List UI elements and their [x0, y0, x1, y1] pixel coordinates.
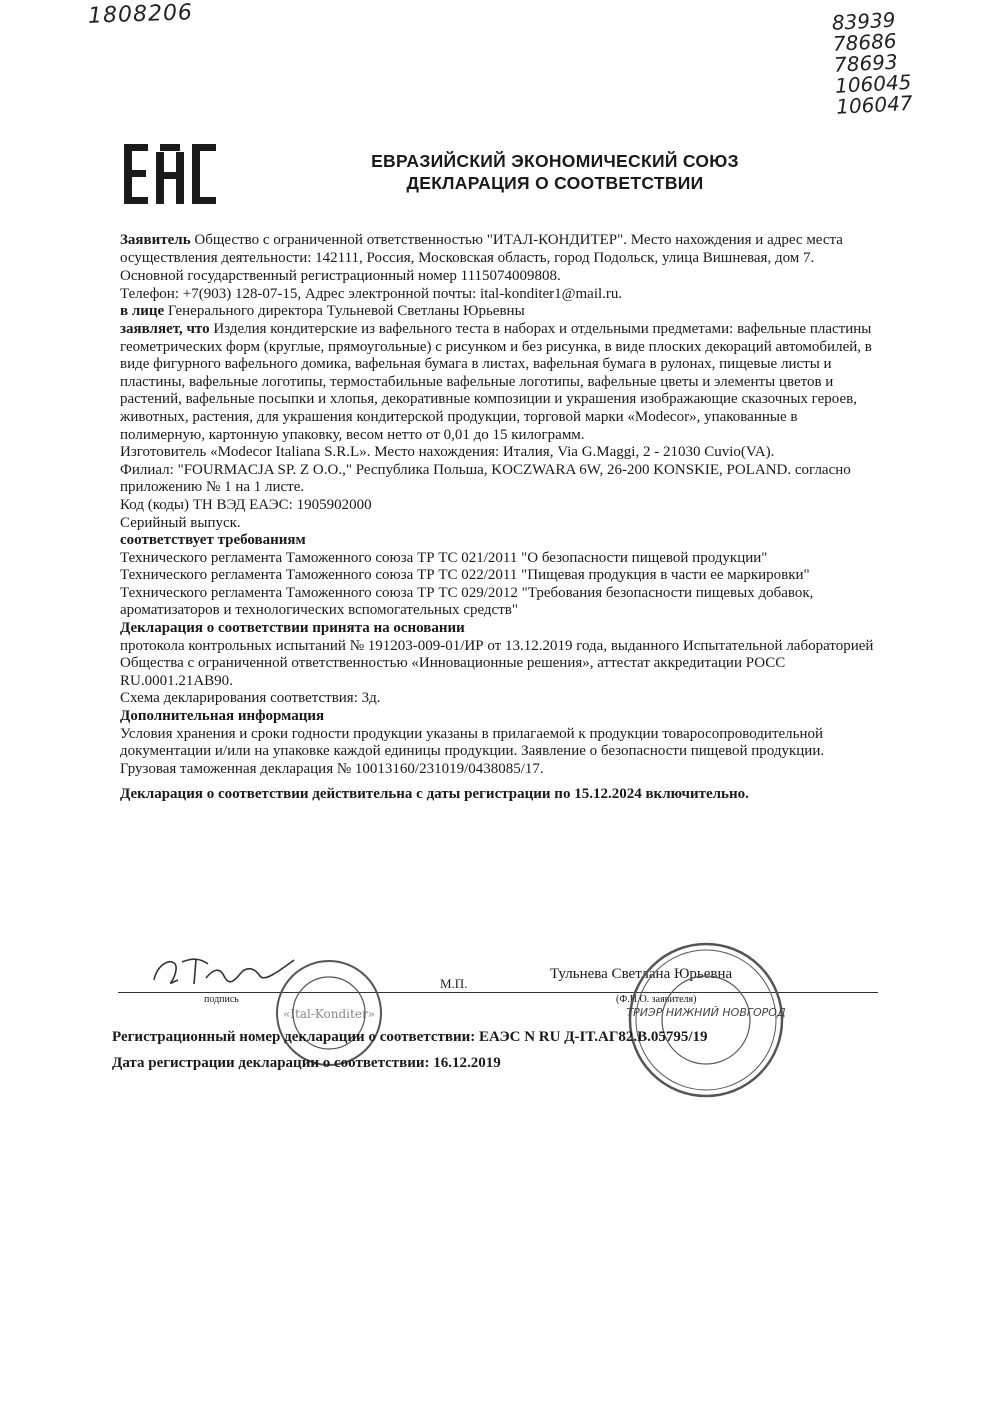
- branch-line: Филиал: "FOURMACJA SP. Z O.O.," Республика Польша, KOCZWARA 6W, 26-200 KONSKIE, POLAND. согласно приложению № 1 на 1 листе.: [120, 461, 851, 496]
- manufacturer-line: Изготовитель «Modecor Italiana S.R.L». Место нахождения: Италия, Via G.Maggi, 2 - 21030 Cuvio(VA).: [120, 444, 775, 461]
- requirements-heading: соответствует требованиям: [120, 532, 306, 549]
- handwritten-number: 83939: [831, 7, 897, 35]
- contacts-line: Телефон: +7(903) 128-07-15, Адрес электронной почты: ital-konditer1@mail.ru.: [120, 285, 623, 302]
- handwritten-number: 78686: [832, 28, 898, 56]
- applicant-paragraph: [120, 232, 880, 267]
- seal-place-label: М.П.: [440, 976, 468, 991]
- product-description: Изделия кондитерские из вафельного теста в наборах и отдельными предметами: вафельные пластины геометрических форм (круглые, прямоугольные) с рисунком и без рисунка, в виде плоских декораций автомобилей, в виде фигурного вафельного домика, вафельная бумага в листах, вафельная бумага в рулонах, пищевые листы и пластины, вафельные логотипы, термостабильные вафельные логотипы, вафельные цветы и элементы цветов и растений, вафельные посыпки и хлопья, декоративные композиции и украшения изображающие сказочных героев, животных, растения, для украшения кондитерской продукции, торговой марки «Modecor», упакованные в полимерную, картонную упаковку, весом нетто от 0,01 до 15 килограмм.: [120, 320, 872, 443]
- signature-caption: подпись: [204, 994, 239, 1005]
- requirement-item: Технического регламента Таможенного союза ТР ТС 029/2012 "Требования безопасности пищевых добавок, ароматизаторов и технологических вспомогательных средств": [120, 584, 814, 619]
- serial-line: Серийный выпуск.: [120, 514, 241, 531]
- additional-heading: Дополнительная информация: [120, 708, 325, 725]
- declares-paragraph: [120, 321, 880, 444]
- registration-stamp-text: ТРИЭР НИЖНИЙ НОВГОРОД: [626, 1006, 786, 1019]
- validity-line: Декларация о соответствии действительна с даты регистрации по 15.12.2024 включительно.: [120, 786, 749, 803]
- applicant-label: Заявитель: [120, 232, 191, 248]
- person-line: [120, 303, 880, 321]
- registration-block: [112, 1024, 892, 1076]
- handwritten-number-top-left: 1808206: [87, 0, 194, 29]
- handwritten-number: 78693: [833, 49, 899, 77]
- basis-heading: Декларация о соответствии принята на основании: [120, 620, 465, 637]
- signer-name: Тульнева Светлана Юрьевна: [550, 966, 733, 982]
- declaration-title: ДЕКЛАРАЦИЯ О СООТВЕТСТВИИ: [406, 173, 704, 193]
- scheme-line: Схема декларирования соответствия: 3д.: [120, 690, 381, 707]
- eac-logo: [122, 142, 218, 206]
- person-text: Генерального директора Тульневой Светланы Юрьевны: [167, 303, 525, 320]
- declaration-body: [120, 232, 880, 804]
- declares-label: заявляет, что: [120, 320, 210, 337]
- requirement-item: Технического регламента Таможенного союза ТР ТС 022/2011 "Пищевая продукция в части ее маркировки": [120, 567, 810, 584]
- document-header: [300, 150, 810, 194]
- requirement-item: Технического регламента Таможенного союза ТР ТС 021/2011 "О безопасности пищевой продукции": [120, 549, 768, 566]
- fio-caption: (Ф.И.О. заявителя): [616, 994, 697, 1005]
- handwritten-number: 106047: [835, 90, 914, 119]
- union-title: ЕВРАЗИЙСКИЙ ЭКОНОМИЧЕСКИЙ СОЮЗ: [371, 151, 739, 171]
- company-stamp-text: «Ital-Konditer»: [282, 1007, 376, 1021]
- basis-text: протокола контрольных испытаний № 191203-009-01/ИР от 13.12.2019 года, выданного Испытательной лабораторией Общества с ограниченной ответственностью «Инновационные решения», аттестат аккредитации РОСС RU.0001.21АВ90.: [120, 637, 874, 689]
- tn-ved-line: Код (коды) ТН ВЭД ЕАЭС: 1905902000: [120, 496, 372, 513]
- person-label: в лице: [120, 303, 165, 320]
- handwritten-number: 106045: [834, 69, 913, 98]
- registration-stamp: [626, 940, 786, 1100]
- ogrn-line: Основной государственный регистрационный номер 1115074009808.: [120, 268, 561, 285]
- applicant-text: Общество с ограниченной ответственностью "ИТАЛ-КОНДИТЕР". Место нахождения и адрес места осуществления деятельности: 142111, Россия, Московская область, город Подольск, улица Вишневая, дом 7.: [120, 232, 843, 266]
- handwritten-numbers-top-right: [831, 7, 946, 118]
- registration-number: Регистрационный номер декларации о соответствии: ЕАЭС N RU Д-IT.АГ82.В.05795/19: [112, 1029, 708, 1045]
- registration-date: Дата регистрации декларации о соответствии: 16.12.2019: [112, 1055, 501, 1071]
- additional-text: Условия хранения и сроки годности продукции указаны в прилагаемой к продукции товаросопроводительной документации и/или на упаковке каждой единицы продукции. Заявление о безопасности пищевой продукции. Грузовая таможенная декларация № 10013160/231019/0438085/17.: [120, 725, 825, 777]
